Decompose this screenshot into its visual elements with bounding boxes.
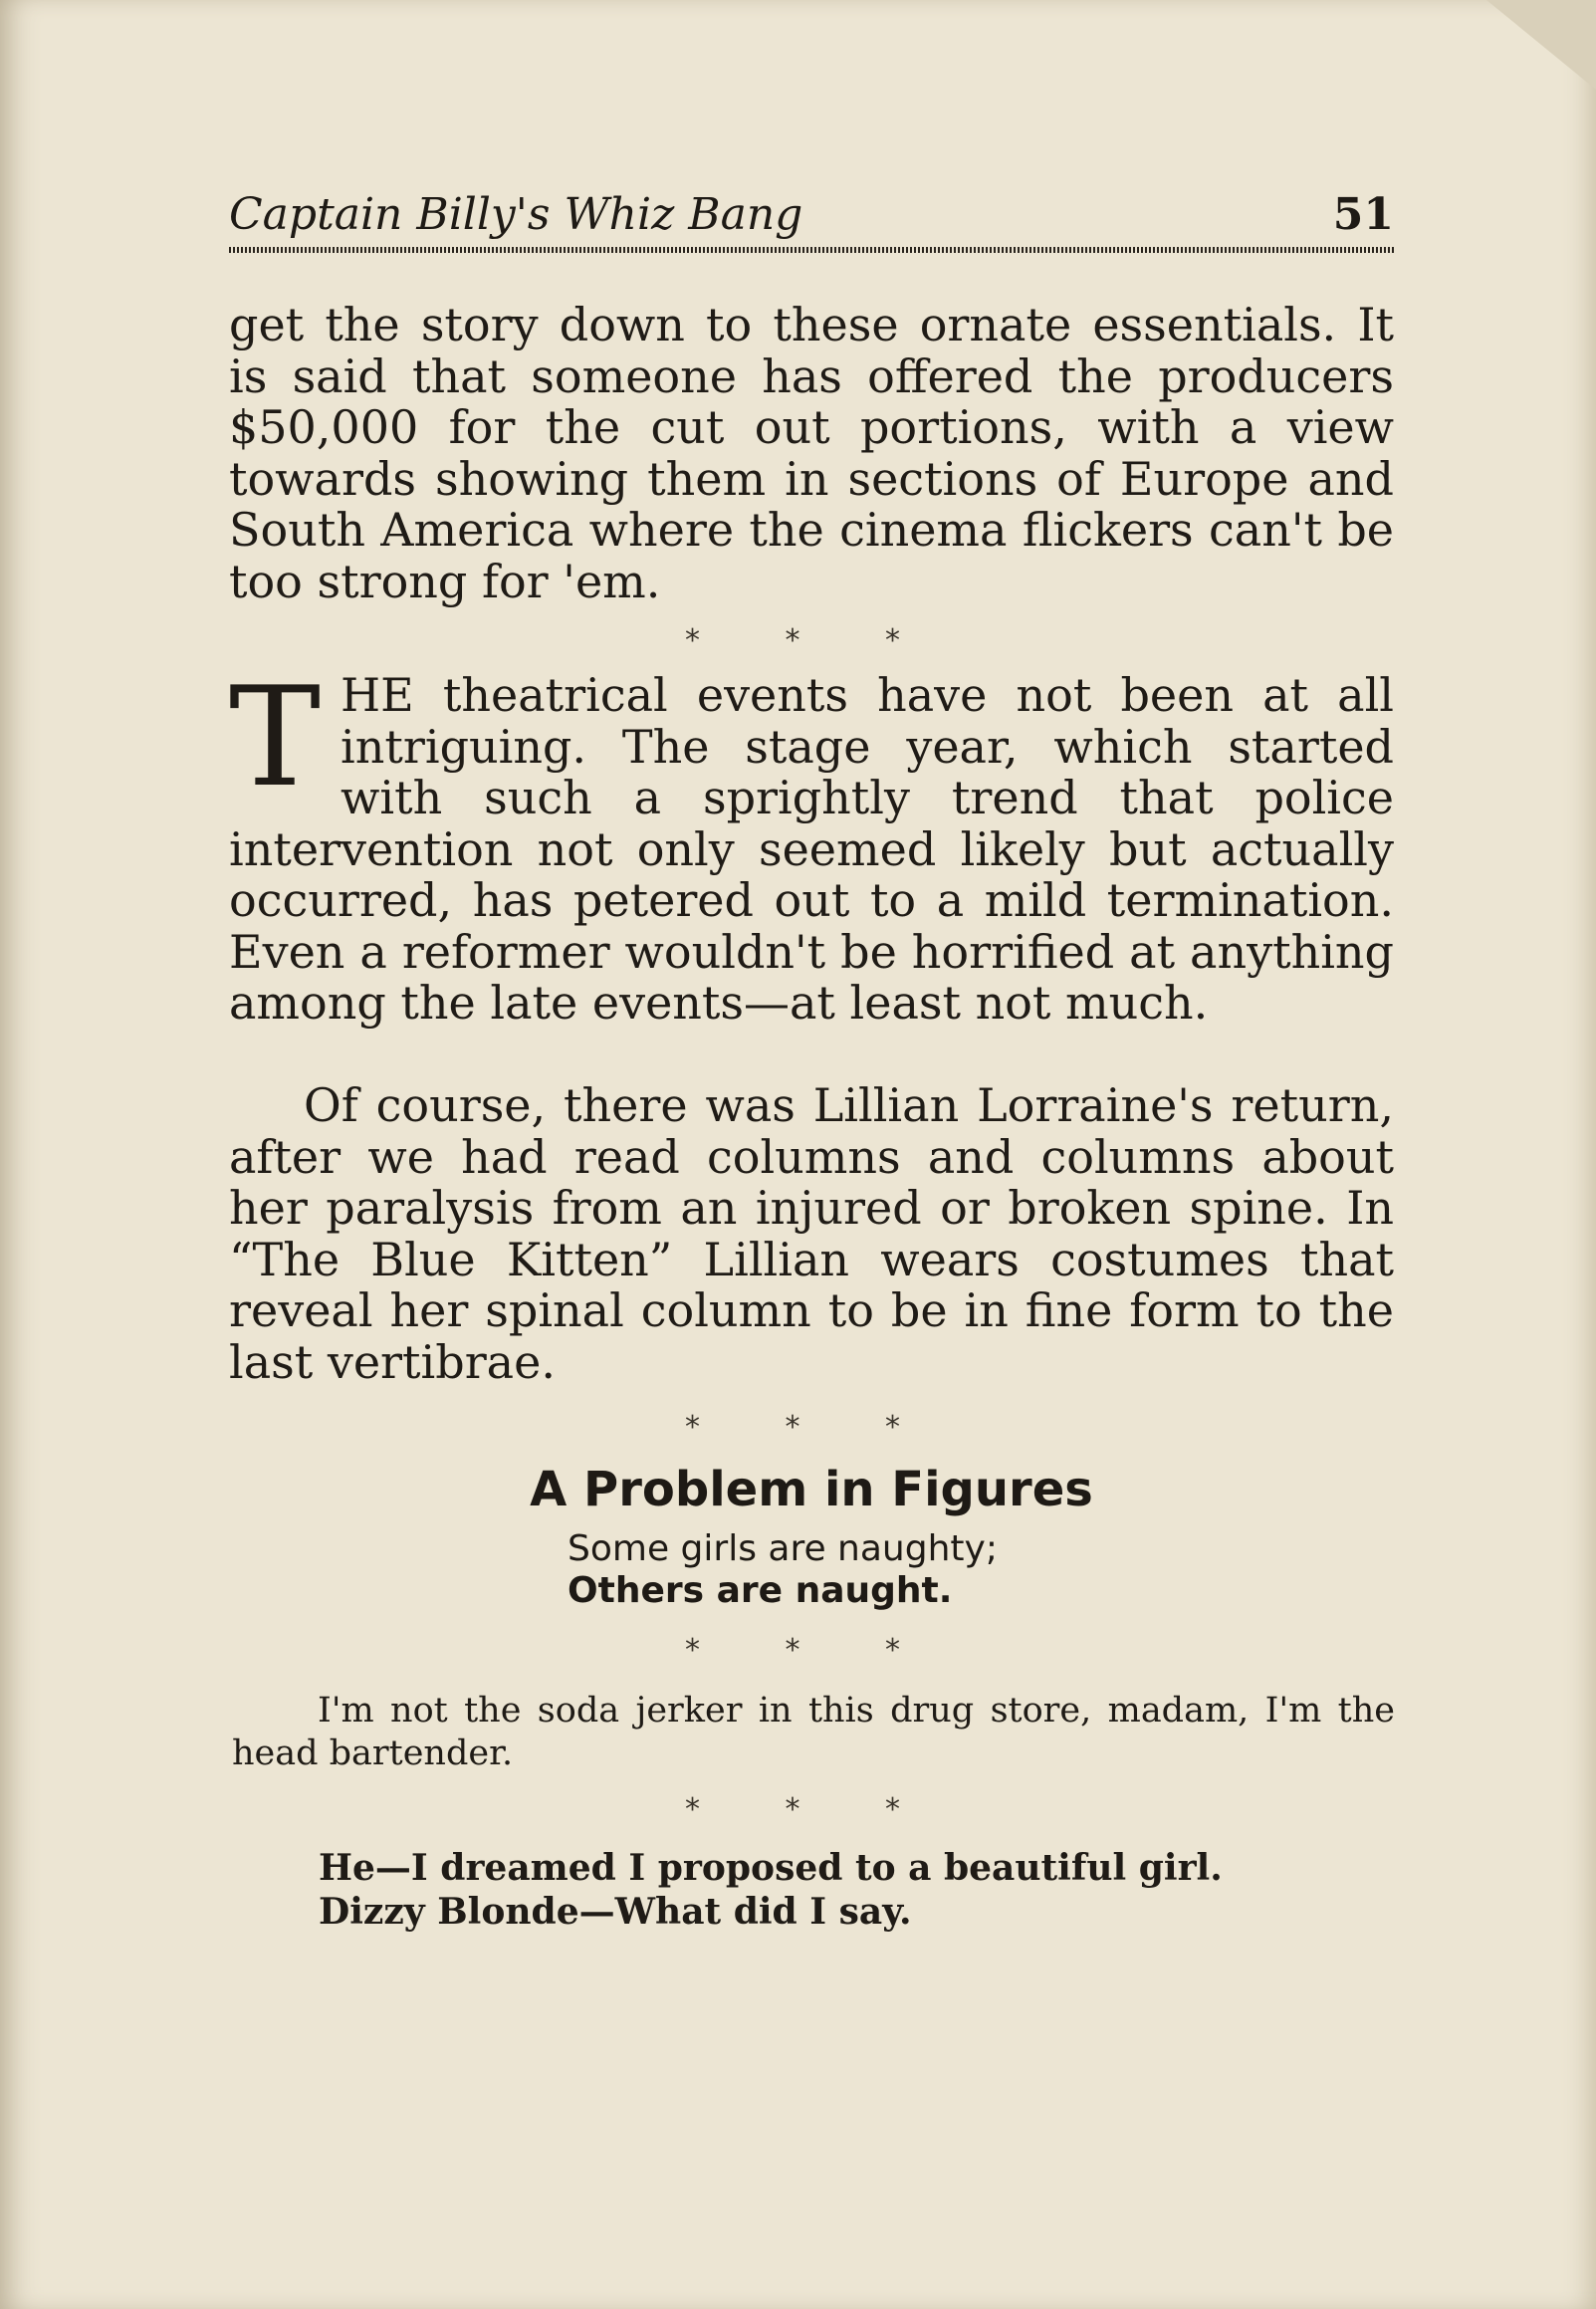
section-separator: * * * [684, 623, 939, 658]
verse-line-2: Others are naught. [568, 1570, 953, 1611]
folded-corner [1486, 0, 1596, 90]
section-separator: * * * [684, 1792, 939, 1827]
section-separator: * * * [684, 1410, 939, 1445]
joke-bartender: I'm not the soda jerker in this drug store, madam, I'm the head bartender. [232, 1691, 1395, 1773]
publication-title: Captain Billy's Whiz Bang [229, 189, 803, 240]
running-header [229, 189, 1394, 241]
header-rule [229, 247, 1394, 253]
paragraph-theatrical [229, 657, 1394, 1030]
verse-line-1: Some girls are naughty; [568, 1528, 998, 1569]
drop-cap: T [229, 657, 322, 817]
paragraph-theatrical-text: HE theatrical events have not been at all intriguing. The stage year, which started with such a sprightly trend that police intervention not only seemed likely but actually occurred, has petered out to a mild termination. Even a reformer wouldn't be horrified at anything among the late events—at least not much. [229, 668, 1394, 1030]
dialog-line-he: He—I dreamed I proposed to a beautiful girl. [319, 1847, 1223, 1889]
verse-title: A Problem in Figures [530, 1462, 1093, 1517]
section-separator: * * * [684, 1633, 939, 1668]
paragraph-lillian: Of course, there was Lillian Lorraine's return, after we had read columns and columns about her paralysis from an injured or broken spine. In “The Blue Kitten” Lillian wears costumes that reveal her spinal column to be in fine form to the last vertibrae. [229, 1078, 1394, 1389]
paragraph-cinema: get the story down to these ornate essentials. It is said that someone has offered the producers $50,000 for the cut out portions, with a view towards showing them in sections of Europe and South America where the cinema flickers can't be too strong for 'em. [229, 298, 1394, 608]
dialog-line-blonde: Dizzy Blonde—What did I say. [319, 1891, 912, 1933]
page-number: 51 [1332, 189, 1394, 240]
